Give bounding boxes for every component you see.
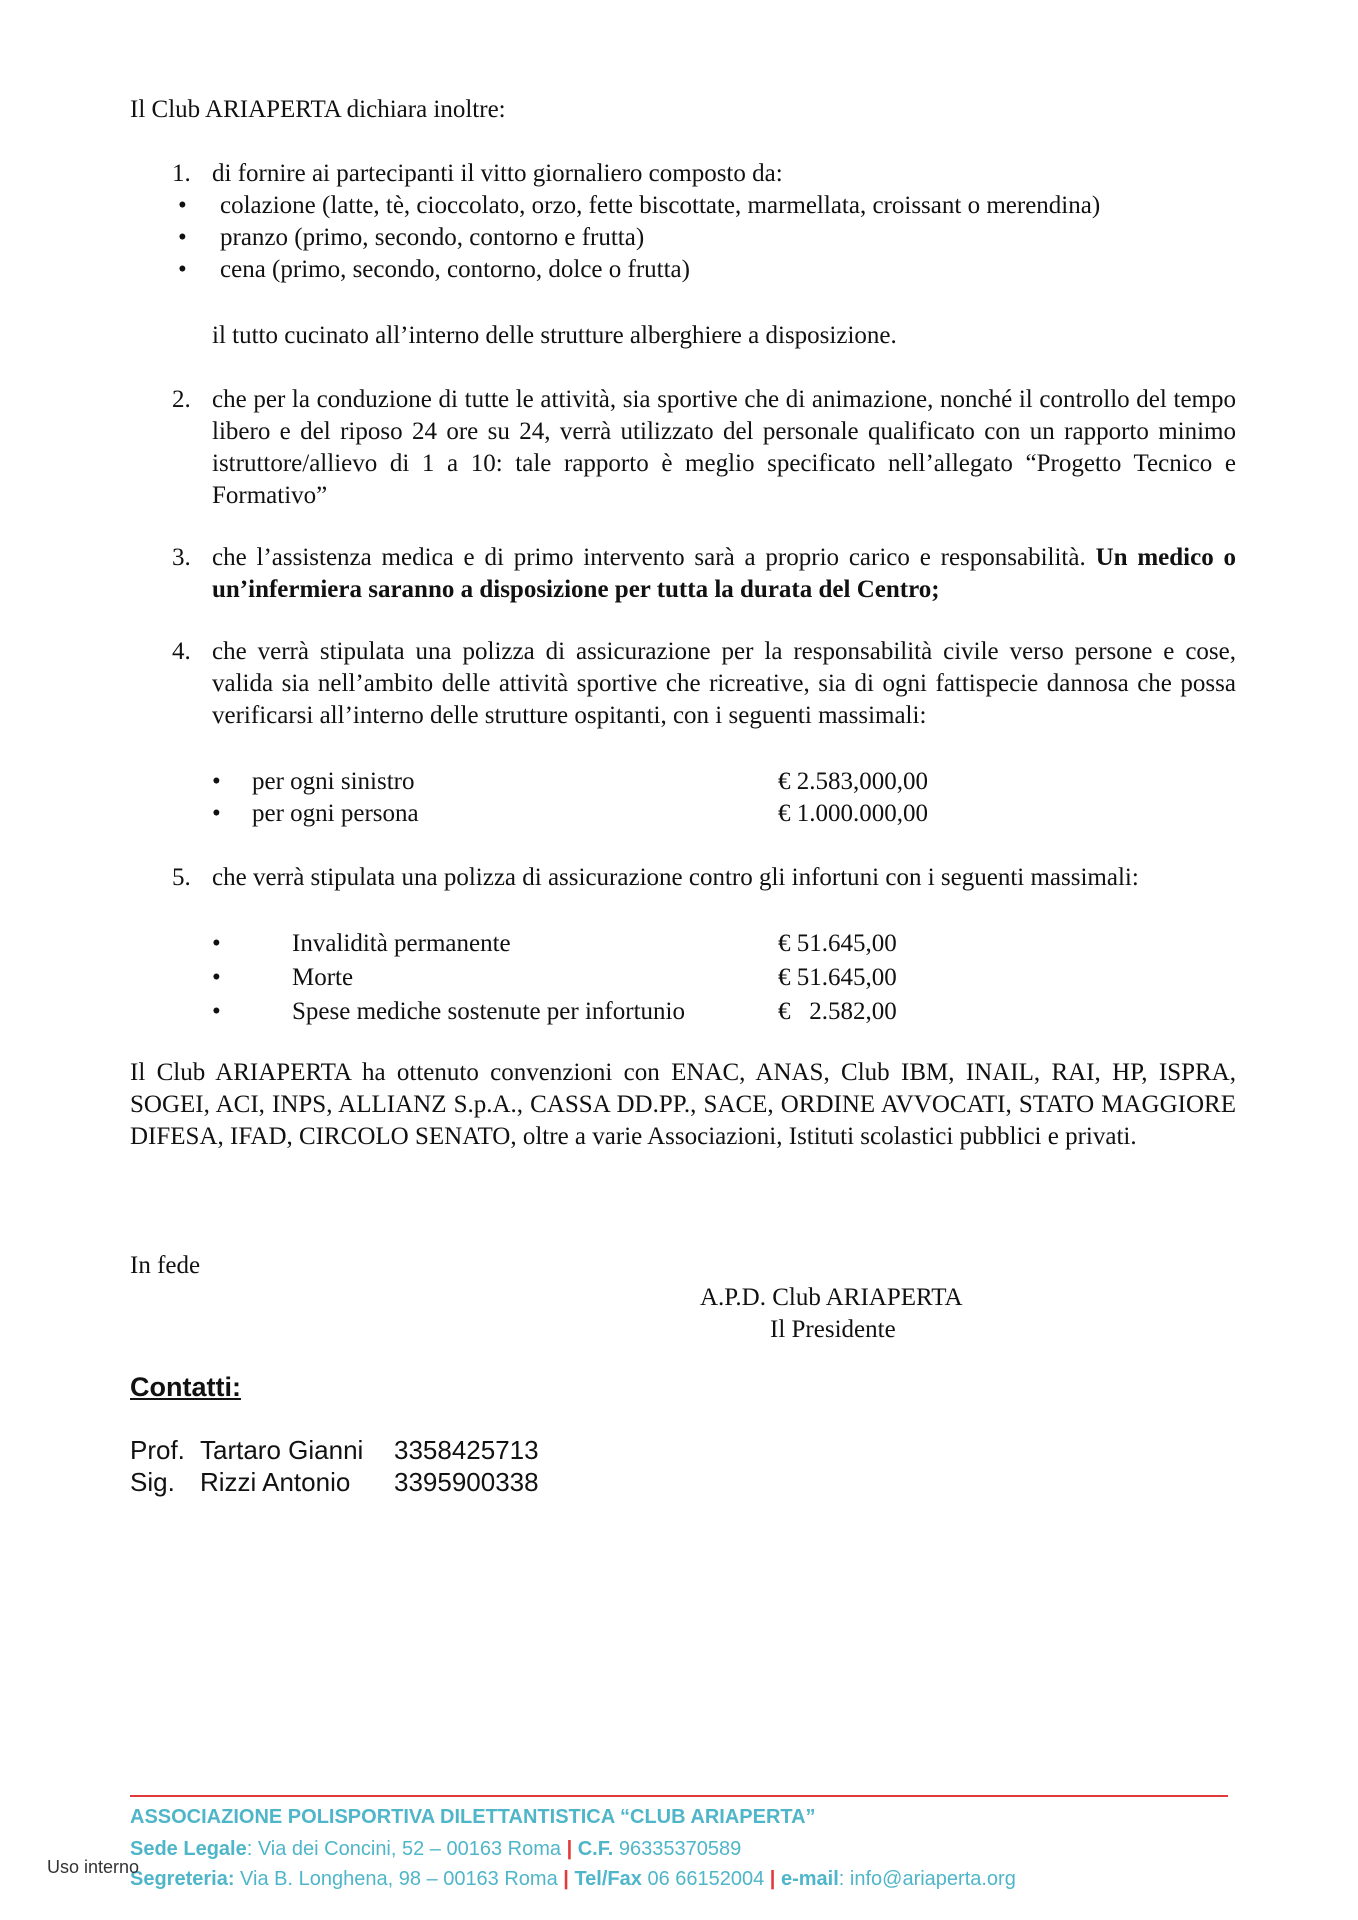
footer-association	[130, 1806, 816, 1829]
email-link[interactable]: : info@ariaperta.org	[838, 1868, 1016, 1890]
item3-normal-text: che l’assistenza medica e di primo intervento sarà a proprio carico e responsabilità.	[212, 544, 1086, 571]
accident-limits	[212, 928, 1012, 1030]
item-text: che verrà stipulata una polizza di assicurazione per la responsabilità civile verso persone e cose, valida sia nell’ambito delle attività sportive che ricreative, sia di ogni fattispecie dannosa che possa verificarsi all’interno delle strutture ospitanti, con i seguenti massimali:	[212, 638, 1236, 729]
limit-label: Spese mediche sostenute per infortunio	[292, 998, 685, 1025]
signature-org: A.P.D. Club ARIAPERTA	[700, 1284, 963, 1311]
item-text: di fornire ai partecipanti il vitto giornaliero composto da:	[212, 160, 783, 187]
limit-value: € 2.582,00	[778, 998, 897, 1025]
limit-value: € 1.000.000,00	[778, 800, 928, 827]
contact-title: Sig.	[130, 1467, 175, 1497]
item-number: 1.	[172, 160, 191, 187]
contacts-heading: Contatti:	[130, 1372, 241, 1402]
association-name: ASSOCIAZIONE POLISPORTIVA DILETTANTISTICA “CLUB ARIAPERTA”	[130, 1806, 816, 1828]
sede-label: Sede Legale	[130, 1838, 247, 1860]
telfax-value: 06 66152004	[641, 1868, 765, 1890]
bullet-icon: •	[212, 998, 221, 1025]
contact-name: Rizzi Antonio	[200, 1467, 351, 1497]
separator: |	[563, 1868, 569, 1890]
limit-row	[212, 996, 1012, 1030]
limit-row	[212, 766, 1012, 798]
contact-phone: 3395900338	[394, 1467, 539, 1497]
contact-name: Tartaro Gianni	[200, 1435, 364, 1465]
cf-value: 96335370589	[613, 1838, 742, 1860]
limit-label: Invalidità permanente	[292, 930, 511, 957]
bullet-icon: •	[212, 964, 221, 991]
limit-row	[212, 962, 1012, 996]
sede-value: : Via dei Concini, 52 – 00163 Roma	[246, 1838, 561, 1860]
signature-role: Il Presidente	[770, 1316, 896, 1343]
item-number: 5.	[172, 864, 191, 891]
bullet-item: • colazione (latte, tè, cioccolato, orzo, fette biscottate, marmellata, croissant o merendina)	[178, 190, 1238, 222]
conventions-paragraph: Il Club ARIAPERTA ha ottenuto convenzioni con ENAC, ANAS, Club IBM, INAIL, RAI, HP, ISPRA, SOGEI, ACI, INPS, ALLIANZ S.p.A., CASSA DD.PP., SACE, ORDINE AVVOCATI, STATO MAGGIORE DIFESA, IFAD, CIRCOLO SENATO, oltre a varie Associazioni, Istituti scolastici pubblici e privati.	[130, 1059, 1236, 1150]
email-label: e-mail	[780, 1868, 839, 1890]
bullet-icon: •	[212, 800, 221, 827]
bullet-item: • pranzo (primo, secondo, contorno e frutta)	[178, 222, 1238, 254]
meal-bullets	[178, 190, 1238, 286]
contact-row	[130, 1434, 590, 1466]
limit-row	[212, 798, 1012, 830]
footer-sede	[130, 1838, 741, 1861]
limit-label: Morte	[292, 964, 354, 991]
footer-segreteria	[130, 1868, 1016, 1891]
separator: |	[769, 1868, 776, 1890]
limit-row	[212, 928, 1012, 962]
segreteria-label: Segreteria:	[130, 1868, 235, 1890]
contact-row	[130, 1466, 590, 1498]
cf-label: C.F.	[577, 1838, 614, 1860]
item-number: 3.	[172, 544, 191, 571]
bullet-item: • cena (primo, secondo, contorno, dolce o frutta)	[178, 254, 1238, 286]
item1-note: il tutto cucinato all’interno delle strutture alberghiere a disposizione.	[212, 322, 897, 349]
contacts-list	[130, 1434, 590, 1498]
bullet-icon: •	[212, 768, 221, 795]
in-fede: In fede	[130, 1252, 201, 1279]
limit-label: per ogni persona	[252, 800, 419, 827]
telfax-label: Tel/Fax	[574, 1868, 642, 1890]
limit-value: € 51.645,00	[778, 930, 897, 957]
contact-title: Prof.	[130, 1435, 185, 1465]
item-text: che verrà stipulata una polizza di assicurazione contro gli infortuni con i seguenti massimali:	[212, 864, 1139, 891]
liability-limits	[212, 766, 1012, 830]
segreteria-value: Via B. Longhena, 98 – 00163 Roma	[234, 1868, 558, 1890]
limit-value: € 2.583,000,00	[778, 768, 928, 795]
intro-text: Il Club ARIAPERTA dichiara inoltre:	[130, 96, 506, 123]
limit-label: per ogni sinistro	[252, 768, 415, 795]
item-number: 2.	[172, 386, 191, 413]
item-text	[212, 542, 1236, 606]
item-text: che per la conduzione di tutte le attività, sia sportive che di animazione, nonché il controllo del tempo libero e del riposo 24 ore su 24, verrà utilizzato del personale qualificato con un rapporto minimo istruttore/allievo di 1 a 10: tale rapporto è meglio specificato nell’allegato “Progetto Tecnico e Formativo”	[212, 386, 1236, 509]
bullet-icon: •	[212, 930, 221, 957]
item-number: 4.	[172, 638, 191, 665]
item3-bold-text: Un medico o un’infermiera saranno a disposizione per tutta la durata del Centro;	[212, 544, 1237, 603]
contact-phone: 3358425713	[394, 1435, 539, 1465]
separator: |	[566, 1838, 573, 1860]
footer-divider	[130, 1795, 1228, 1797]
limit-value: € 51.645,00	[778, 964, 897, 991]
uso-interno-label: Uso interno	[47, 1857, 140, 1877]
